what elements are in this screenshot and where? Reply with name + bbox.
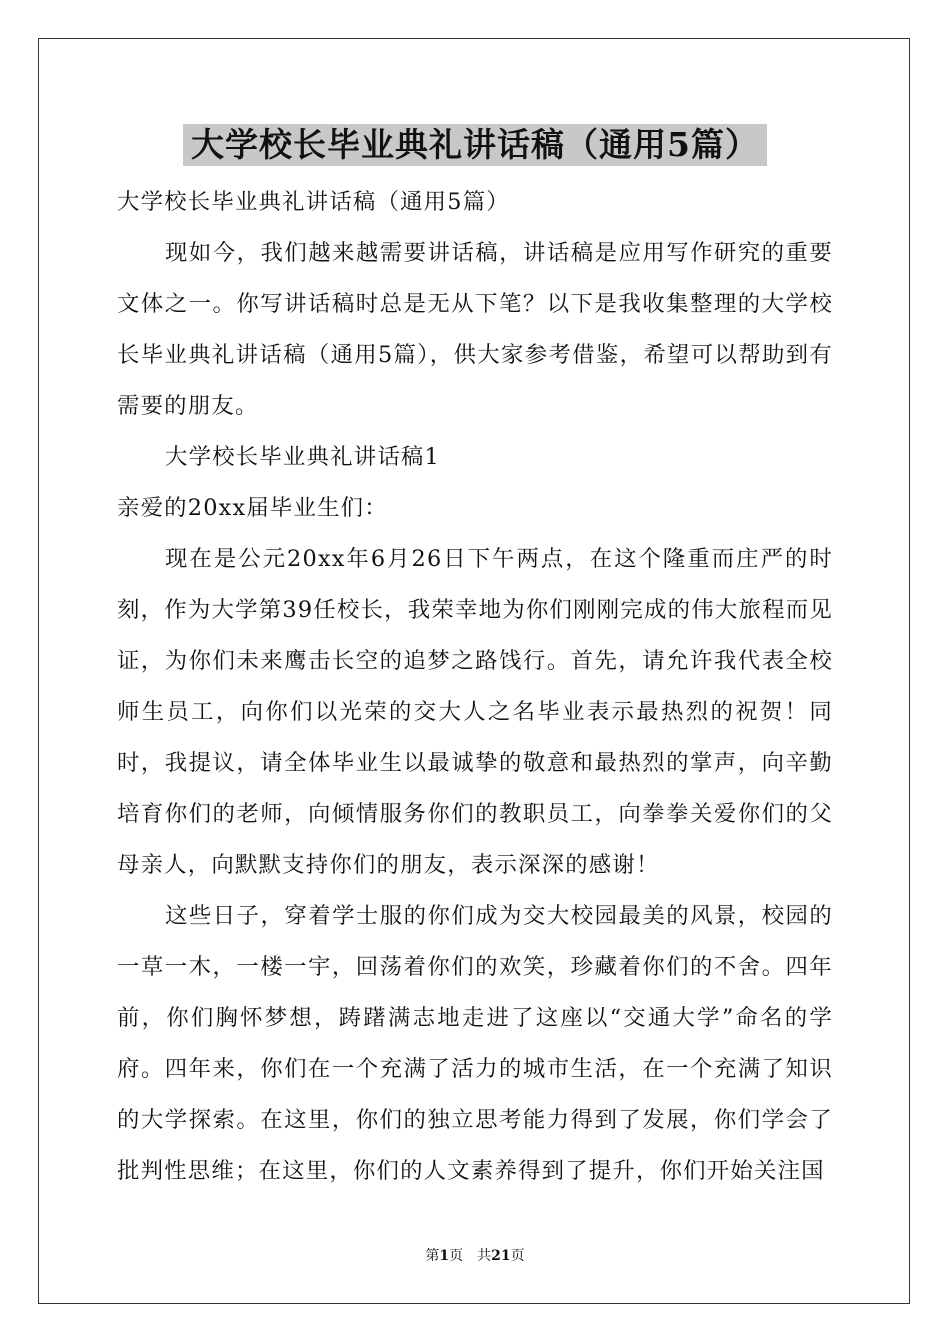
paragraph: 大学校长毕业典礼讲话稿（通用5篇）: [117, 189, 510, 215]
paragraph: 这些日子，穿着学士服的你们成为交大校园最美的风景，校园的一草一木，一楼一宇，回荡着你们的欢笑，珍藏着你们的不舍。四年前，你们胸怀梦想，踌躇满志地走进了这座以“交通大学”命名的学府。四年来，你们在一个充满了活力的城市生活，在一个充满了知识的大学探索。在这里，你们的独立思考能力得到了发展，你们学会了批判性思维；在这里，你们的人文素养得到了提升，你们开始关注国: [117, 903, 833, 1184]
page-prefix: 第: [425, 1248, 440, 1264]
paragraph: 现在是公元20xx年6月26日下午两点，在这个隆重而庄严的时刻，作为大学第39任校长，我荣幸地为你们刚刚完成的伟大旅程而见证，为你们未来鹰击长空的追梦之路饯行。首先，请允许我代表全校师生员工，向你们以光荣的交大人之名毕业表示最热烈的祝贺！同时，我提议，请全体毕业生以最诚挚的敬意和最热烈的掌声，向辛勤培育你们的老师，向倾情服务你们的教职员工，向拳拳关爱你们的父母亲人，向默默支持你们的朋友，表示深深的感谢！: [117, 546, 833, 878]
page-mid: 页 共: [449, 1248, 492, 1264]
page-suffix: 页: [510, 1248, 525, 1264]
page-footer: [0, 1247, 950, 1265]
current-page-number: 1: [439, 1248, 450, 1264]
salutation: 亲爱的20xx届毕业生们：: [117, 495, 388, 521]
document-body: [117, 177, 833, 1197]
title-container: [0, 124, 950, 166]
section-heading: 大学校长毕业典礼讲话稿1: [165, 444, 440, 470]
document-title: 大学校长毕业典礼讲话稿（通用5篇）: [183, 124, 767, 166]
paragraph: 现如今，我们越来越需要讲话稿，讲话稿是应用写作研究的重要文体之一。你写讲话稿时总是无从下笔？以下是我收集整理的大学校长毕业典礼讲话稿（通用5篇），供大家参考借鉴，希望可以帮助到有需要的朋友。: [117, 240, 833, 419]
total-pages-number: 21: [491, 1248, 511, 1264]
